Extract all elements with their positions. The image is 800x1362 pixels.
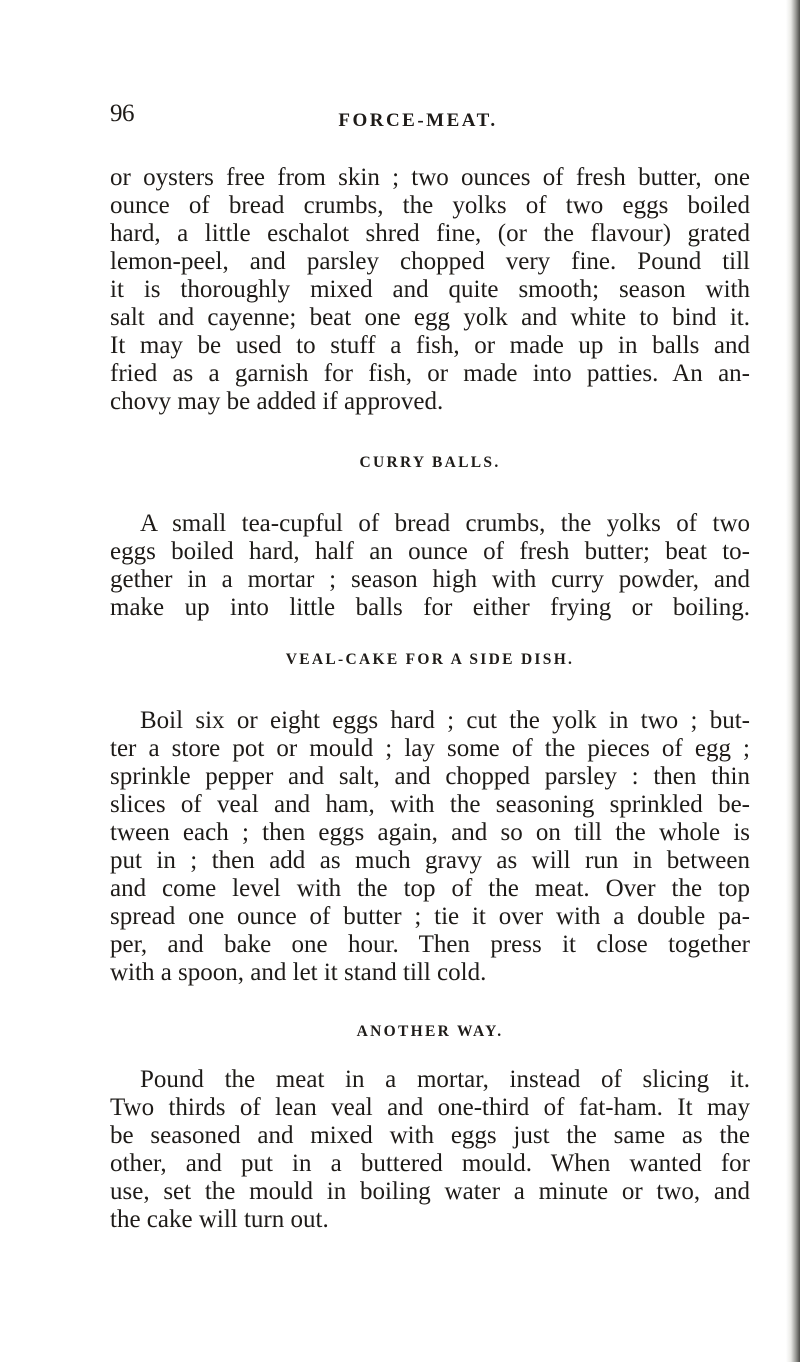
text-line: the cake will turn out. bbox=[110, 1206, 329, 1233]
page-number: 96 bbox=[110, 100, 134, 127]
running-head: FORCE-MEAT. bbox=[338, 110, 498, 131]
text-line: per, and bake one hour. Then press it close together bbox=[110, 931, 750, 958]
text-line: It may be used to stuff a fish, or made up in balls and bbox=[110, 332, 750, 359]
text-line: ter a store pot or mould ; lay some of the pieces of egg ; bbox=[110, 735, 750, 762]
text-line: put in ; then add as much gravy as will run in between bbox=[110, 847, 750, 874]
text-line: Pound the meat in a mortar, instead of slicing it. bbox=[140, 1066, 750, 1093]
section-heading-curry-balls: CURRY BALLS. bbox=[359, 454, 501, 471]
section-heading-another-way: ANOTHER WAY. bbox=[356, 1023, 504, 1040]
text-line: make up into little balls for either frying or boiling. bbox=[110, 594, 750, 621]
text-line: Boil six or eight eggs hard ; cut the yolk in two ; but- bbox=[140, 707, 750, 734]
text-line: be seasoned and mixed with eggs just the same as the bbox=[110, 1122, 750, 1149]
text-line: slices of veal and ham, with the seasoning sprinkled be- bbox=[110, 791, 750, 818]
text-line: other, and put in a buttered mould. When wanted for bbox=[110, 1150, 750, 1177]
text-line: it is thoroughly mixed and quite smooth; season with bbox=[110, 276, 750, 303]
text-line: chovy may be added if approved. bbox=[110, 388, 444, 415]
text-line: and come level with the top of the meat. Over the top bbox=[110, 875, 750, 902]
text-line: gether in a mortar ; season high with curry powder, and bbox=[110, 566, 750, 593]
text-line: salt and cayenne; beat one egg yolk and white to bind it. bbox=[110, 304, 750, 331]
text-line: sprinkle pepper and salt, and chopped parsley : then thin bbox=[110, 763, 750, 790]
text-line: fried as a garnish for fish, or made into patties. An an- bbox=[110, 360, 750, 387]
paragraph-force-meat-continued bbox=[110, 164, 750, 416]
text-line: ounce of bread crumbs, the yolks of two eggs boiled bbox=[110, 192, 750, 219]
text-line: use, set the mould in boiling water a minute or two, and bbox=[110, 1178, 750, 1205]
text-line: A small tea-cupful of bread crumbs, the yolks of two bbox=[140, 510, 750, 537]
paragraph-curry-balls bbox=[110, 510, 750, 622]
paragraph-another-way bbox=[110, 1066, 750, 1234]
text-line: hard, a little eschalot shred fine, (or the flavour) grated bbox=[110, 220, 750, 247]
text-line: lemon-peel, and parsley chopped very fine. Pound till bbox=[110, 248, 750, 275]
text-line: spread one ounce of butter ; tie it over with a double pa- bbox=[110, 903, 750, 930]
text-line: tween each ; then eggs again, and so on till the whole is bbox=[110, 819, 750, 846]
page-edge-shadow bbox=[786, 0, 800, 1362]
text-line: with a spoon, and let it stand till cold. bbox=[110, 959, 487, 986]
text-line: or oysters free from skin ; two ounces of fresh butter, one bbox=[110, 164, 750, 191]
paragraph-veal-cake bbox=[110, 707, 750, 987]
text-line: Two thirds of lean veal and one-third of fat-ham. It may bbox=[110, 1094, 750, 1121]
section-heading-veal-cake: VEAL-CAKE FOR A SIDE DISH. bbox=[285, 651, 575, 668]
text-line: eggs boiled hard, half an ounce of fresh butter; beat to- bbox=[110, 538, 750, 565]
